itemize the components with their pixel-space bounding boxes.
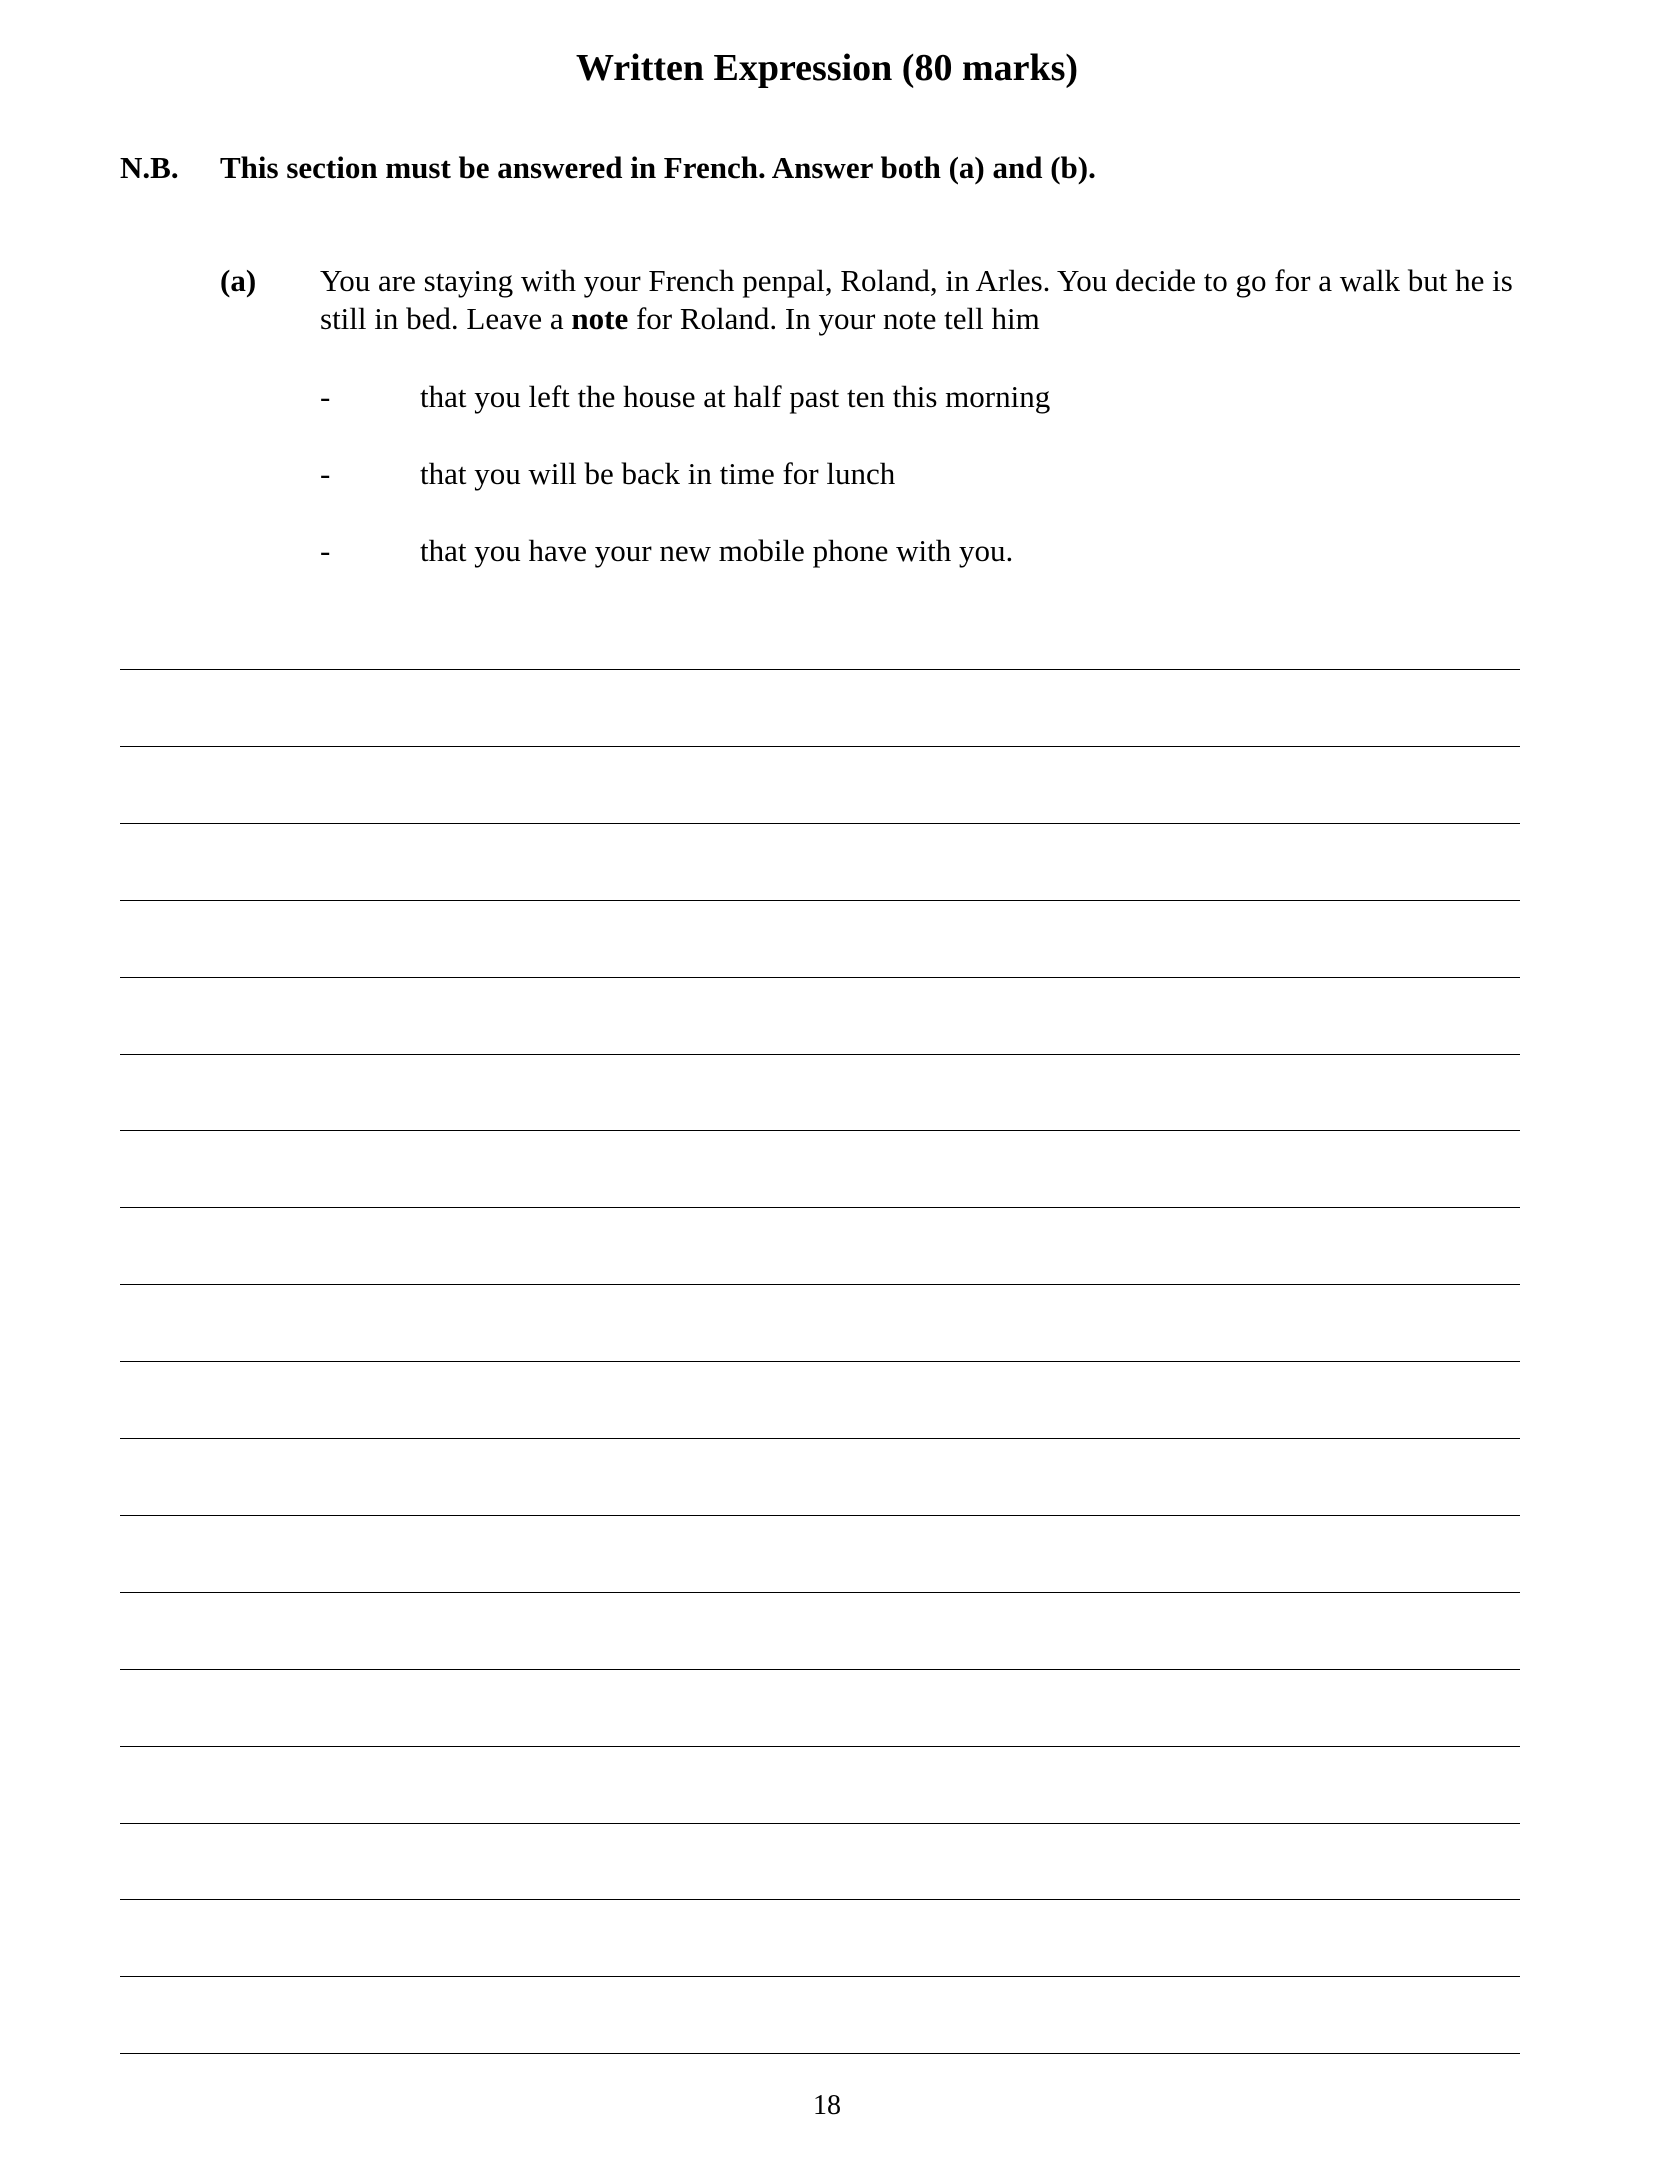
answer-line[interactable]: [120, 746, 1520, 747]
bullet-dash: -: [320, 533, 331, 568]
answer-line[interactable]: [120, 1669, 1520, 1670]
answer-line[interactable]: [120, 1207, 1520, 1208]
answer-line[interactable]: [120, 1054, 1520, 1055]
answer-line[interactable]: [120, 1515, 1520, 1516]
bullet-text: that you left the house at half past ten this morning: [420, 379, 1051, 414]
question-a-prompt-part1: You are staying with your French penpal, Roland, in Arles. You decide to go for a walk but he is still in bed. Leave a: [320, 263, 1513, 336]
page-title: Written Expression (80 marks): [575, 47, 1079, 89]
answer-line[interactable]: [120, 1976, 1520, 1977]
question-a-prompt-part2: for Roland. In your note tell him: [628, 301, 1040, 336]
nb-instruction-text: This section must be answered in French. Answer both (a) and (b).: [220, 150, 1096, 185]
answer-line[interactable]: [120, 1823, 1520, 1824]
page-number: 18: [813, 2090, 841, 2121]
answer-line[interactable]: [120, 1361, 1520, 1362]
answer-line[interactable]: [120, 1746, 1520, 1747]
answer-line[interactable]: [120, 1130, 1520, 1131]
question-a-prompt-bold: note: [571, 301, 629, 336]
question-a-prompt: [320, 262, 1520, 338]
bullet-dash: -: [320, 456, 331, 491]
answer-line[interactable]: [120, 1284, 1520, 1285]
answer-line[interactable]: [120, 2053, 1520, 2054]
answer-line[interactable]: [120, 1592, 1520, 1593]
answer-line[interactable]: [120, 900, 1520, 901]
answer-line[interactable]: [120, 977, 1520, 978]
bullet-text: that you will be back in time for lunch: [420, 456, 896, 491]
question-a-label: (a): [220, 263, 257, 298]
answer-line[interactable]: [120, 823, 1520, 824]
answer-line[interactable]: [120, 1899, 1520, 1900]
answer-line[interactable]: [120, 1438, 1520, 1439]
bullet-text: that you have your new mobile phone with you.: [420, 533, 1014, 568]
bullet-dash: -: [320, 379, 331, 414]
nb-label: N.B.: [120, 150, 179, 185]
answer-line[interactable]: [120, 669, 1520, 670]
